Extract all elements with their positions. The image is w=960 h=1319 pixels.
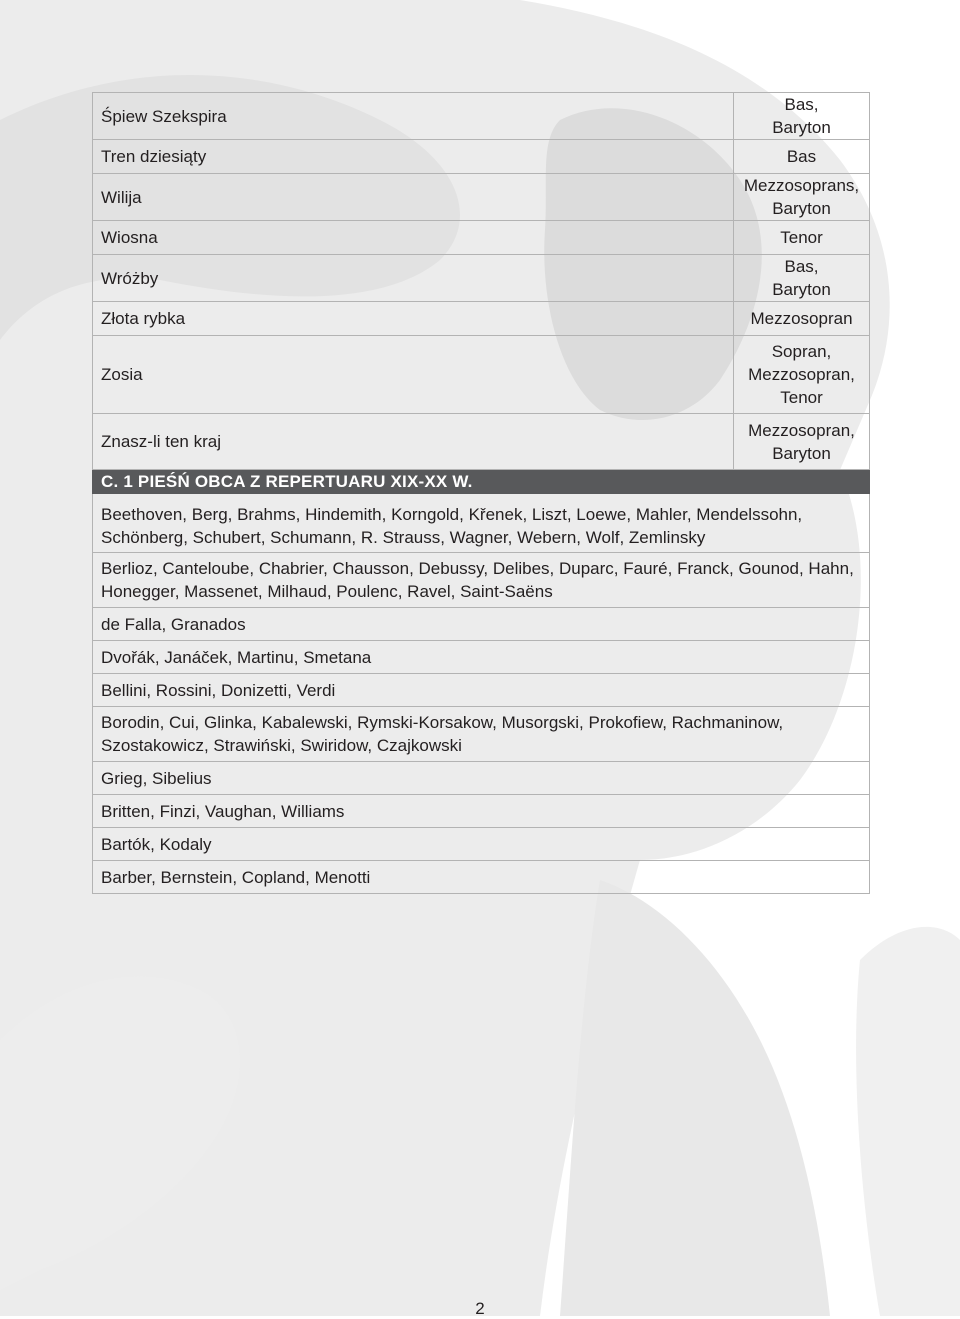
composer-list: Britten, Finzi, Vaughan, Williams bbox=[93, 795, 870, 828]
table-row bbox=[93, 302, 870, 336]
table-row bbox=[93, 93, 870, 140]
table-row bbox=[93, 608, 870, 641]
song-title: Wiosna bbox=[93, 221, 734, 255]
voice-text: Mezzosopran, Baryton bbox=[748, 420, 855, 463]
voice-type bbox=[734, 336, 870, 414]
table-row bbox=[93, 795, 870, 828]
song-voice-table bbox=[92, 92, 870, 470]
voice-text: Bas, Baryton bbox=[772, 95, 831, 137]
table-row bbox=[93, 641, 870, 674]
table-row bbox=[93, 861, 870, 894]
table-row bbox=[93, 140, 870, 174]
song-title: Śpiew Szekspira bbox=[93, 93, 734, 140]
composer-list: Beethoven, Berg, Brahms, Hindemith, Korngold, Křenek, Liszt, Loewe, Mahler, Mendelssohn, Schönberg, Schubert, Schumann, R. Strauss, Wagner, Webern, Wolf, Zemlinsky bbox=[93, 494, 870, 553]
section-heading: C. 1 PIEŚŃ OBCA Z REPERTUARU XIX-XX W. bbox=[93, 471, 870, 494]
composer-list: de Falla, Granados bbox=[93, 608, 870, 641]
voice-type bbox=[734, 140, 870, 174]
voice-type bbox=[734, 302, 870, 336]
table-row bbox=[93, 762, 870, 795]
table-row bbox=[93, 414, 870, 470]
voice-text: Bas, Baryton bbox=[772, 257, 831, 299]
voice-type bbox=[734, 221, 870, 255]
composer-list: Berlioz, Canteloube, Chabrier, Chausson, Debussy, Delibes, Duparc, Fauré, Franck, Gounod, Hahn, Honegger, Massenet, Milhaud, Poulenc, Ravel, Saint-Saëns bbox=[93, 553, 870, 608]
table-row bbox=[93, 221, 870, 255]
voice-text: Bas bbox=[786, 147, 817, 166]
table-row bbox=[93, 174, 870, 221]
composer-list: Bartók, Kodaly bbox=[93, 828, 870, 861]
table-row bbox=[93, 336, 870, 414]
song-title: Złota rybka bbox=[93, 302, 734, 336]
song-title: Zosia bbox=[93, 336, 734, 414]
table-row bbox=[93, 674, 870, 707]
voice-type bbox=[734, 174, 870, 221]
composer-list: Borodin, Cui, Glinka, Kabalewski, Rymski-Korsakow, Musorgski, Prokofiew, Rachmaninow, Szostakowicz, Strawiński, Swiridow, Czajkowski bbox=[93, 707, 870, 762]
song-title: Wróżby bbox=[93, 255, 734, 302]
table-row bbox=[93, 494, 870, 553]
table-row bbox=[93, 828, 870, 861]
voice-text: Mezzosopran bbox=[750, 309, 853, 328]
page-number: 2 bbox=[475, 1299, 485, 1318]
song-title: Znasz-li ten kraj bbox=[93, 414, 734, 470]
song-title: Wilija bbox=[93, 174, 734, 221]
voice-text: Mezzosoprans, Baryton bbox=[743, 176, 860, 218]
document-content bbox=[92, 92, 870, 894]
voice-type bbox=[734, 93, 870, 140]
composer-list: Bellini, Rossini, Donizetti, Verdi bbox=[93, 674, 870, 707]
composer-list: Dvořák, Janáček, Martinu, Smetana bbox=[93, 641, 870, 674]
table-row bbox=[93, 553, 870, 608]
composer-list: Barber, Bernstein, Copland, Menotti bbox=[93, 861, 870, 894]
table-row bbox=[93, 707, 870, 762]
section-heading-row bbox=[93, 471, 870, 494]
voice-text: Tenor bbox=[780, 228, 823, 247]
composer-list: Grieg, Sibelius bbox=[93, 762, 870, 795]
voice-text: Sopran, Mezzosopran, Tenor bbox=[748, 342, 855, 407]
composer-table bbox=[92, 470, 870, 894]
voice-type bbox=[734, 255, 870, 302]
song-title: Tren dziesiąty bbox=[93, 140, 734, 174]
voice-type bbox=[734, 414, 870, 470]
table-row bbox=[93, 255, 870, 302]
